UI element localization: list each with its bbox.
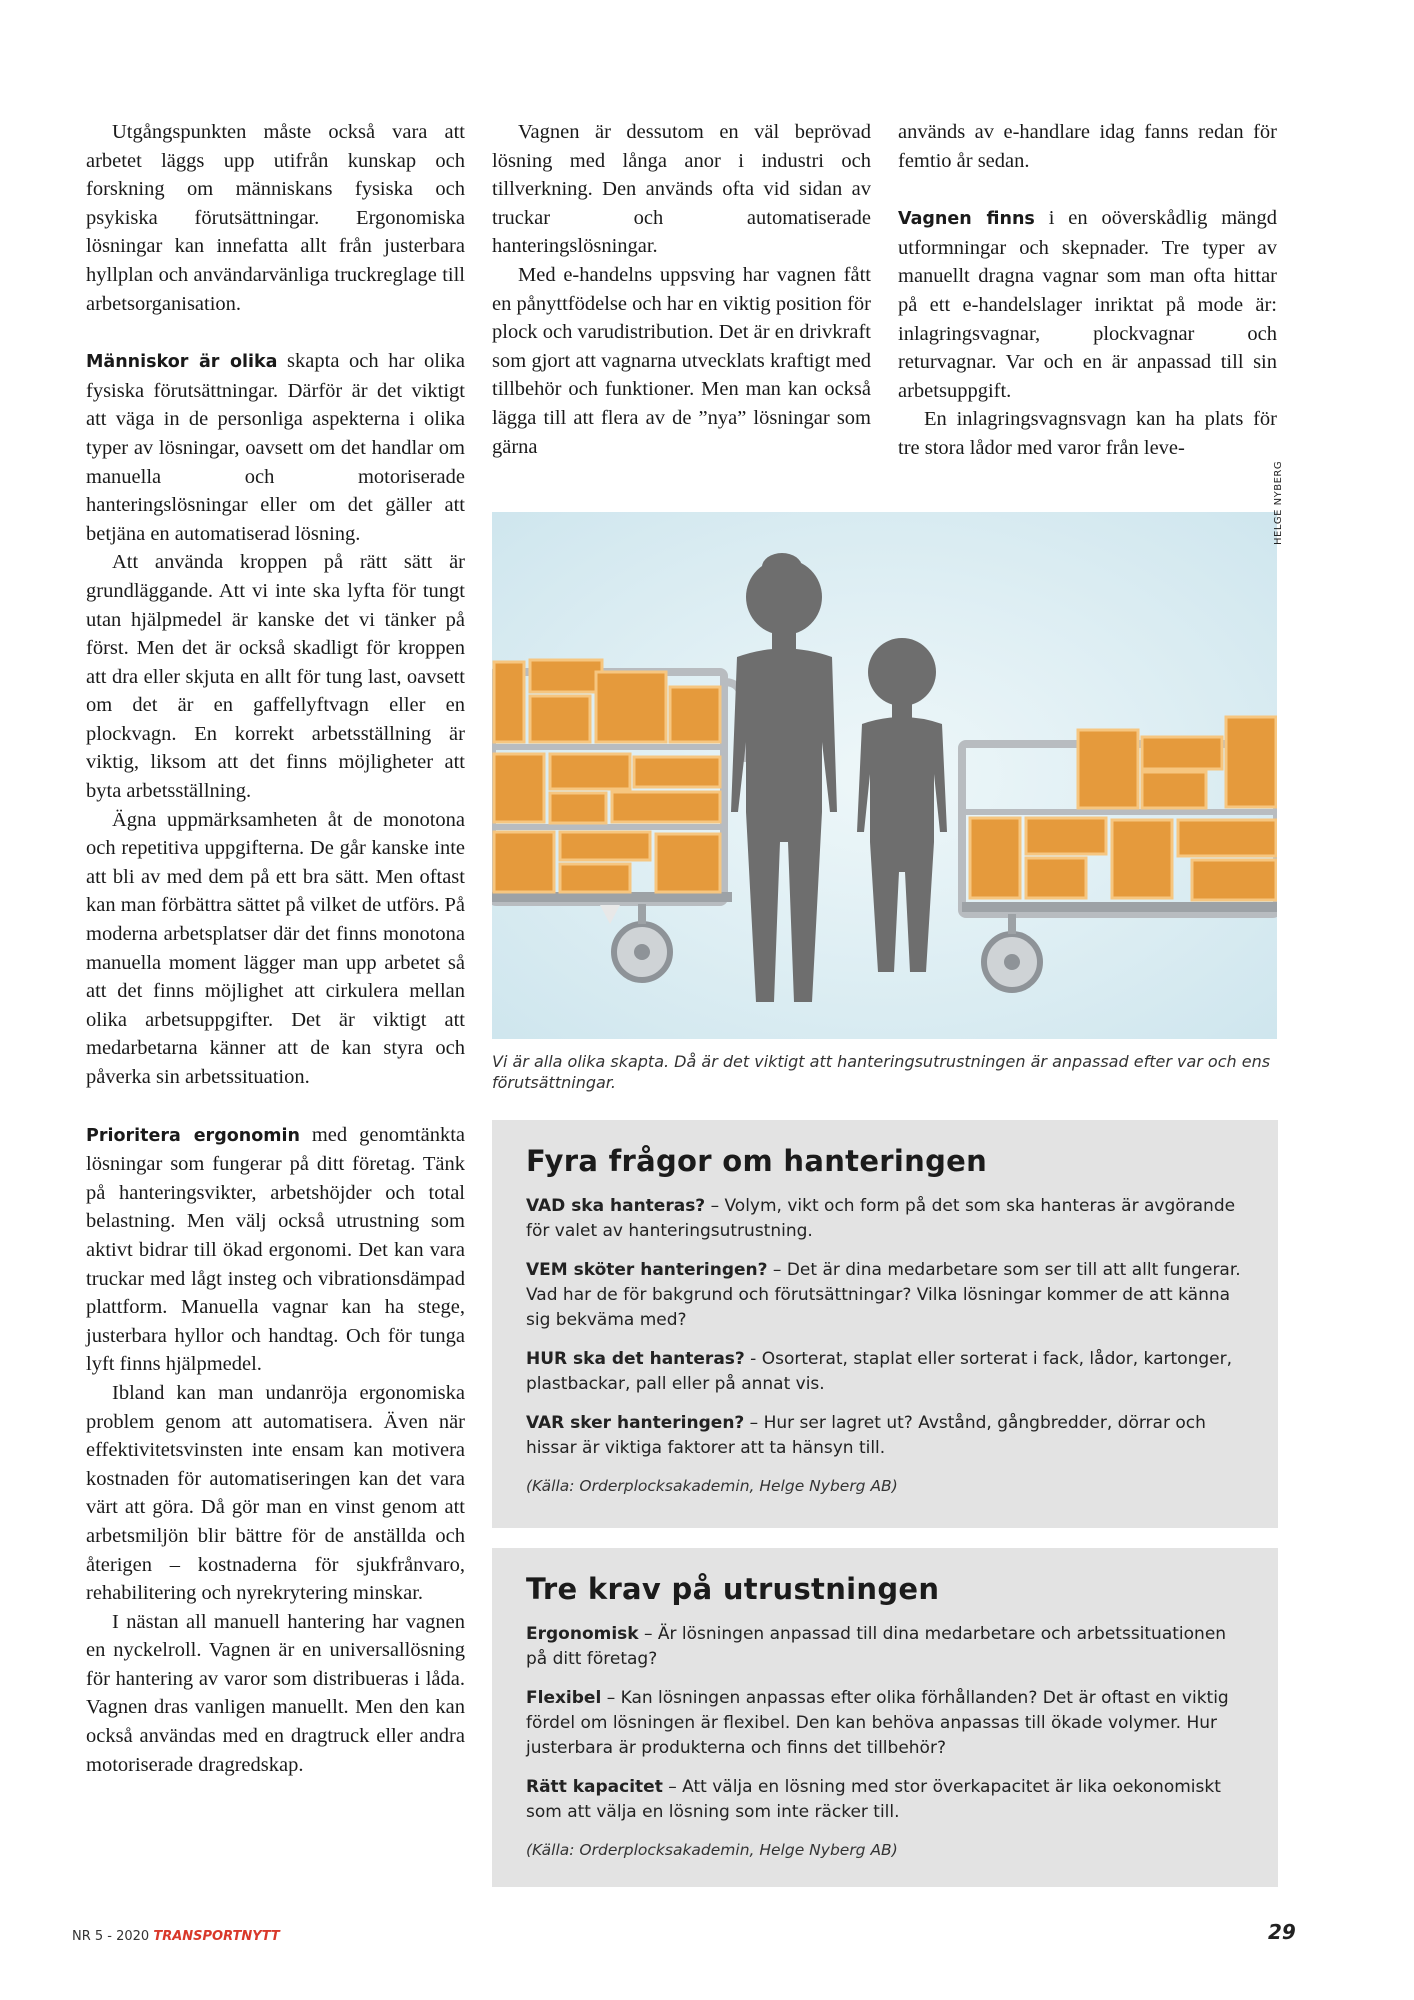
article-column-3 [898, 118, 1277, 463]
paragraph: Prioritera ergonomin med genomtänkta lösningar som fungerar på ditt företag. Tänk på hanteringsvikter, arbetshöjder och total belastning. Men välj också utrustning som aktivt bidrar till ökad ergonomi. Det kan vara truckar med lågt insteg och vibrationsdämpad plattform. Manuella vagnar kan ha stege, justerbara hyllor och handtag. Och för tunga lyft finns hjälpmedel. [86, 1123, 465, 1376]
paragraph: Människor är olika skapta och har olika fysiska förutsättningar. Därför är det viktigt att väga in de personliga aspekterna i olika typer av lösningar, oavsett om det handlar om manuella och motoriserade hanteringslösningar eller om det gäller att betjäna en automatiserad lösning. [86, 350, 466, 545]
paragraph: Med e-handelns uppsving har vagnen fått en pånyttfödelse och har en viktig position för plock och varudistribution. Det är en drivkraft som gjort att vagnarna utvecklats kraftigt med tillbehör och funktioner. Men man kan också lägga till att flera av de ”nya” lösningar som gärna [492, 263, 871, 458]
fact-box-questions [492, 1120, 1278, 1528]
paragraph-lead: Vagnen finns [898, 209, 1035, 230]
fact-box-requirements [492, 1548, 1278, 1887]
list-item: Flexibel – Kan lösningen anpassas efter olika förhållanden? Det är oftast en viktig fördel om lösningen är flexibel. Den kan behöva anpassas till ökade volymer. Hur justerbara är produkterna och finns det tillbehör? [526, 1688, 1229, 1758]
paragraph-lead: Prioritera ergonomin [86, 1125, 300, 1146]
list-item: Ergonomisk – Är lösningen anpassad till dina medarbetare och arbetssituationen på ditt företag? [526, 1624, 1227, 1669]
box-title: Tre krav på utrustningen [526, 1572, 940, 1606]
paragraph: Att använda kroppen på rätt sätt är grundläggande. Att vi inte ska lyfta för tungt utan hjälpmedel är kanske det vi tänker på först. Men det är också skadligt för kroppen att dra eller skjuta en allt för tung last, oavsett om det är en gaffellyftvagn eller en plockvagn. En korrekt arbetsställning är viktig, liksom att det finns möjligheter att byta arbetsställning. [86, 551, 465, 803]
paragraph: Utgångspunkten måste också vara att arbetet läggs upp utifrån kunskap och forskning om människans fysiska och psykiska förutsättningar. Ergonomiska lösningar kan innefatta allt från justerbara hyllplan och användarvänliga truckreglage till arbetsorganisation. [86, 121, 465, 315]
paragraph: I nästan all manuell hantering har vagnen en nyckelroll. Vagnen är en universallösning för hantering av varor som distribueras i låda. Vagnen dras vanligen manuellt. Men den kan också användas med en dragtruck eller andra motoriserade dragredskap. [86, 1610, 465, 1776]
box-source: (Källa: Orderplocksakademin, Helge Nyberg AB) [526, 1841, 898, 1859]
paragraph: Ägna uppmärksamheten åt de monotona och repetitiva uppgifterna. De går kanske inte att bli av med dem på ett bra sätt. Men oftast kan man förbättra sättet på vilket de utförs. På moderna arbetsplatser där det finns monotona manuella moment lägger man upp arbetet så att det finns möjlighet att cirkulera mellan olika arbetsuppgifter. Det är viktigt att medarbetarna känner att de kan styra och påverka sin arbetssituation. [86, 808, 465, 1088]
article-column-2 [492, 118, 871, 461]
page-number: 29 [1268, 1920, 1296, 1944]
box-source: (Källa: Orderplocksakademin, Helge Nyberg AB) [526, 1477, 898, 1495]
illustration-people-and-carts [492, 512, 1277, 1039]
list-item: Rätt kapacitet – Att välja en lösning med stor överkapacitet är lika oekonomiskt som att välja en lösning som inte räcker till. [526, 1777, 1221, 1822]
list-item: VEM sköter hanteringen? – Det är dina medarbetare som ser till att allt fungerar. Vad har de för bakgrund och förutsättningar? Vilka lösningar kommer de att känna sig bekväma med? [526, 1260, 1241, 1330]
box-title: Fyra frågor om hanteringen [526, 1144, 988, 1178]
paragraph: Vagnen är dessutom en väl beprövad lösning med långa anor i industri och tillverkning. Den används ofta vid sidan av truckar och automatiserade hanteringslösningar. [492, 121, 871, 258]
image-caption: Vi är alla olika skapta. Då är det viktigt att hanteringsutrustningen är anpassad efter var och ens förutsättningar. [492, 1052, 1271, 1092]
magazine-name: TRANSPORTNYTT [153, 1929, 280, 1944]
photo-credit: HELGE NYBERG [1273, 460, 1284, 545]
paragraph: Ibland kan man undanröja ergonomiska problem genom att automatisera. Även när effektivitetsvinsten inte ensam kan motivera kostnaden för automatiseringen kan det vara värt att göra. Då gör man en vinst genom att arbetsmiljön blir bättre för de anställda och återigen – kostnaderna för sjukfrånvaro, rehabilitering och nyrekrytering minskar. [86, 1381, 465, 1605]
paragraph: används av e-handlare idag fanns redan för femtio år sedan. [898, 121, 1277, 172]
list-item: VAD ska hanteras? – Volym, vikt och form på det som ska hanteras är avgörande för valet av hanteringsutrustning. [526, 1196, 1236, 1241]
paragraph: En inlagringsvagnsvagn kan ha plats för tre stora lådor med varor från leve- [898, 408, 1277, 459]
list-item: VAR sker hanteringen? – Hur ser lagret ut? Avstånd, gångbredder, dörrar och hissar är viktiga faktorer att ta hänsyn till. [526, 1413, 1206, 1458]
paragraph-lead: Människor är olika [86, 352, 278, 373]
footer-issue: NR 5 - 2020 TRANSPORTNYTT [72, 1929, 280, 1944]
paragraph: Vagnen finns i en oöverskådlig mängd utformningar och skepnader. Tre typer av manuellt dragna vagnar som man ofta hittar på ett e-handelslager inriktat på mode är: inlagringsvagnar, plockvagnar och returvagnar. Var och en är anpassad till sin arbetsuppgift. [898, 207, 1278, 402]
article-column-1 [86, 118, 465, 1779]
list-item: HUR ska det hanteras? - Osorterat, staplat eller sorterat i fack, lådor, kartonger, plastbackar, pall eller på annat vis. [526, 1349, 1232, 1394]
